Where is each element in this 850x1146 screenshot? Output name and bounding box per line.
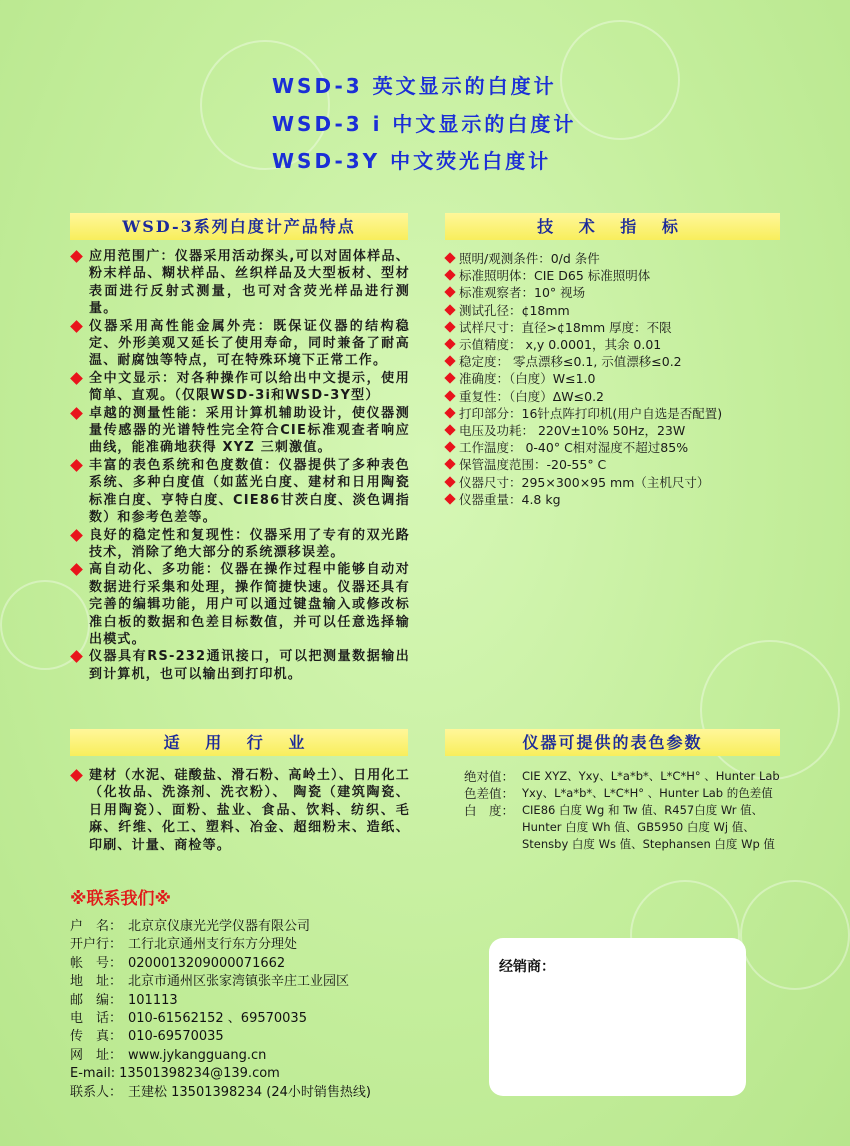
- param-key: [464, 819, 522, 836]
- param-value: CIE86 白度 Wg 和 Tw 值、R457白度 Wr 值、: [522, 803, 764, 817]
- contact-title: ※联系我们※: [70, 889, 172, 909]
- contact-key: 电 话：: [70, 1011, 123, 1027]
- param-key: 色差值：: [464, 786, 515, 801]
- contact-row: [70, 992, 371, 1010]
- specs-list: [445, 250, 795, 508]
- contact-key: 联系人：: [70, 1084, 123, 1100]
- spec-item: 示值精度： x,y 0.0001，其余 0.01: [445, 336, 795, 353]
- spec-item: 测试孔径：¢18mm: [445, 302, 795, 319]
- list-item: 应用范围广：仪器采用活动探头,可以对固体样品、粉末样品、糊状样品、丝织样品及大型板材、型材表面进行反射式测量，也可对含荧光样品进行测量。: [70, 248, 410, 318]
- contact-row: [70, 1065, 371, 1083]
- param-key: 白 度：: [464, 803, 515, 818]
- param-value: Stensby 白度 Ws 值、Stephansen 白度 Wp 值: [522, 837, 775, 851]
- contact-key: 帐 号：: [70, 955, 123, 971]
- contact-value: 101113: [128, 992, 178, 1008]
- dealer-label: 经销商：: [499, 959, 555, 975]
- title-line: WSD-3 英文显示的白度计: [272, 74, 557, 98]
- color-param-row: [464, 802, 780, 819]
- list-item: 高自动化、多功能：仪器在操作过程中能够自动对数据进行采集和处理，操作简捷快速。仪器还具有完善的编辑功能，用户可以通过键盘输入或修改标准白板的数据和色差目标数值，并可以任意选择输出模式。: [70, 561, 410, 648]
- features-list: [70, 248, 410, 683]
- color-param-row: [464, 819, 780, 836]
- contact-key: 地 址：: [70, 974, 123, 990]
- spec-item: 标准观察者：10° 视场: [445, 284, 795, 301]
- spec-item: 重复性：（白度）ΔW≤0.2: [445, 388, 795, 405]
- spec-item: 仪器重量：4.8 kg: [445, 491, 795, 508]
- contact-key: E-mail:: [70, 1066, 116, 1082]
- contact-value: 010-61562152 、69570035: [128, 1011, 307, 1027]
- contact-value: 北京京仪康光光学仪器有限公司: [128, 919, 311, 934]
- contact-row: [70, 955, 371, 973]
- contact-row: [70, 936, 371, 954]
- list-item: 仪器具有RS-232通讯接口，可以把测量数据输出到计算机，也可以输出到打印机。: [70, 648, 410, 683]
- contact-info: [70, 918, 371, 1102]
- spec-item: 保管温度范围：-20-55° C: [445, 456, 795, 473]
- dealer-box: [489, 938, 746, 1096]
- param-key: [464, 836, 522, 853]
- color-params-header: 仪器可提供的表色参数: [445, 729, 780, 756]
- contact-value: 工行北京通州支行东方分理处: [128, 937, 298, 953]
- product-titles: [272, 68, 576, 181]
- list-item: 丰富的表色系统和色度数值：仪器提供了多种表色系统、多种白度值（如蓝光白度、建材和日用陶瓷标准白度、亨特白度、CIE86甘茨白度、淡色调指数）和参考色差等。: [70, 457, 410, 527]
- spec-item: 工作温度： 0-40° C相对湿度不超过85%: [445, 439, 795, 456]
- contact-key: 传 真：: [70, 1029, 123, 1045]
- contact-row: [70, 1028, 371, 1046]
- industries-header: 适 用 行 业: [70, 729, 408, 756]
- contact-value: www.jykangguang.cn: [128, 1047, 267, 1063]
- contact-key: 邮 编：: [70, 992, 123, 1008]
- specs-header: 技 术 指 标: [445, 213, 780, 240]
- industries-list: [70, 767, 410, 854]
- features-header: WSD-3系列白度计产品特点: [70, 213, 408, 240]
- param-key: 绝对值：: [464, 769, 515, 784]
- title-line: WSD-3 i 中文显示的白度计: [272, 111, 577, 136]
- param-value: Hunter 白度 Wh 值、GB5950 白度 Wj 值、: [522, 820, 755, 834]
- spec-item: 试样尺寸：直径>¢18mm 厚度：不限: [445, 319, 795, 336]
- param-value: Yxy、L*a*b*、L*C*H° 、Hunter Lab 的色差值: [522, 786, 773, 800]
- spec-item: 照明/观测条件：0/d 条件: [445, 250, 795, 267]
- spec-item: 打印部分：16针点阵打印机(用户自选是否配置): [445, 405, 795, 422]
- contact-row: [70, 1010, 371, 1028]
- contact-row: [70, 973, 371, 991]
- spec-item: 电压及功耗： 220V±10% 50Hz，23W: [445, 422, 795, 439]
- contact-value: 0200013209000071662: [128, 955, 286, 971]
- list-item: 良好的稳定性和复现性：仪器采用了专有的双光路技术，消除了绝大部分的系统漂移误差。: [70, 527, 410, 562]
- param-value: CIE XYZ、Yxy、L*a*b*、L*C*H° 、Hunter Lab: [522, 769, 780, 783]
- contact-row: [70, 918, 371, 936]
- color-param-row: [464, 768, 780, 785]
- color-param-row: [464, 785, 780, 802]
- list-item: 全中文显示：对各种操作可以给出中文提示，使用简单、直观。（仅限WSD-3i和WSD-3Y型）: [70, 370, 410, 405]
- list-item: 卓越的测量性能：采用计算机辅助设计，使仪器测量传感器的光谱特性完全符合CIE标准观查者响应曲线，能准确地获得 XYZ 三刺激值。: [70, 405, 410, 457]
- color-param-row: [464, 836, 780, 853]
- contact-row: [70, 1047, 371, 1065]
- contact-value: 010-69570035: [128, 1029, 224, 1045]
- title-line: WSD-3Y 中文荧光白度计: [272, 149, 552, 173]
- contact-value: 王建松 13501398234 (24小时销售热线): [128, 1084, 371, 1100]
- contact-key: 网 址：: [70, 1047, 123, 1063]
- contact-key: 开户行：: [70, 937, 123, 953]
- contact-value: 13501398234@139.com: [119, 1066, 280, 1082]
- color-params: [464, 768, 780, 853]
- contact-key: 户 名：: [70, 919, 123, 934]
- spec-item: 准确度：（白度）W≤1.0: [445, 370, 795, 387]
- spec-item: 仪器尺寸：295×300×95 mm（主机尺寸）: [445, 474, 795, 491]
- spec-item: 稳定度： 零点漂移≤0.1, 示值漂移≤0.2: [445, 353, 795, 370]
- list-item: 仪器采用高性能金属外壳：既保证仪器的结构稳定、外形美观又延长了使用寿命，同时兼备了耐高温、耐腐蚀等特点，可在特殊环境下正常工作。: [70, 318, 410, 370]
- contact-value: 北京市通州区张家湾镇张辛庄工业园区: [128, 974, 350, 990]
- contact-row: [70, 1084, 371, 1102]
- list-item: 建材（水泥、硅酸盐、滑石粉、高岭土）、日用化工（化妆品、洗涤剂、洗衣粉）、 陶瓷（建筑陶瓷、日用陶瓷）、面粉、盐业、食品、饮料、纺织、毛麻、纤维、化工、塑料、冶金、超细粉末、造纸、印刷、计量、商检等。: [70, 767, 410, 854]
- spec-item: 标准照明体：CIE D65 标准照明体: [445, 267, 795, 284]
